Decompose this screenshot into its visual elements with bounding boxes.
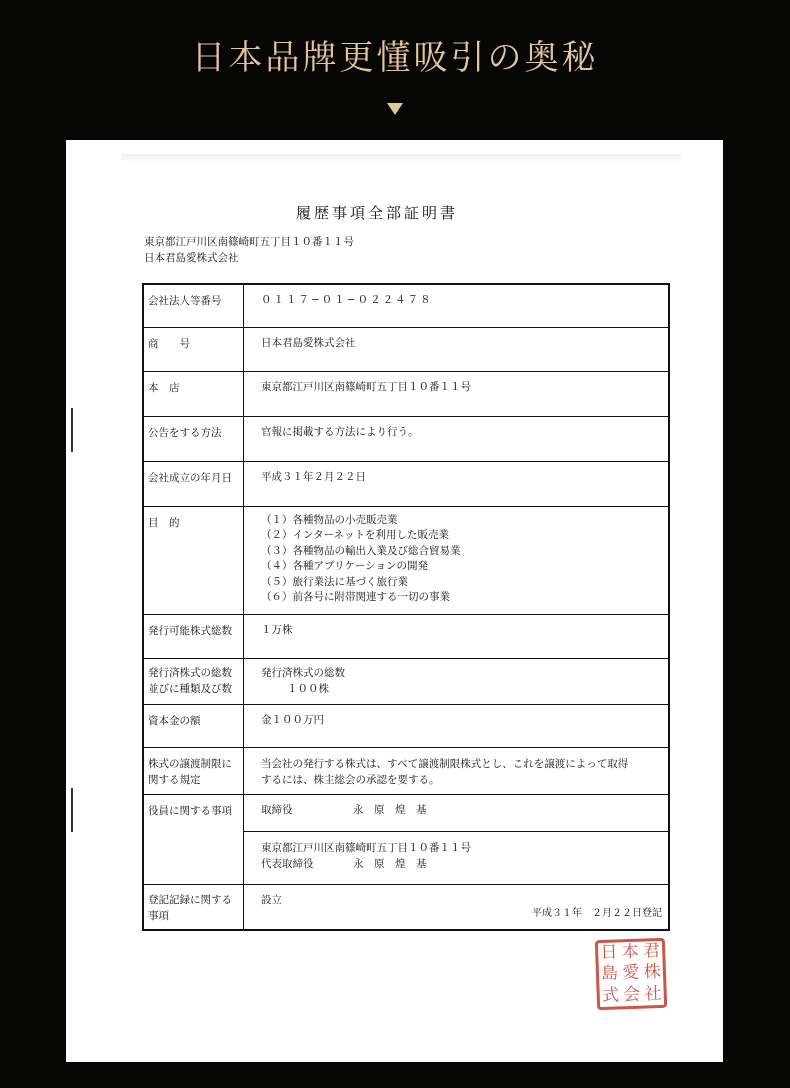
rep-name: 永 原 煌 基 <box>353 857 427 870</box>
table-row <box>143 614 669 658</box>
row-label: 株式の譲渡制限に <box>148 757 232 770</box>
row-label: 発行済株式の総数 <box>148 666 232 679</box>
table-row <box>143 794 669 884</box>
row-label: 会社法人等番号 <box>143 284 244 327</box>
seal-character: 愛 <box>622 963 640 984</box>
issued-shares-value: １００株 <box>287 682 329 695</box>
company-seal-stamp <box>595 938 667 1010</box>
header-company: 日本君島愛株式会社 <box>144 252 239 264</box>
row-label: 資本金の額 <box>143 704 244 747</box>
table-row <box>143 284 669 327</box>
trade-name-value: 日本君島愛株式会社 <box>261 336 356 349</box>
issued-shares-heading: 発行済株式の総数 <box>261 666 345 679</box>
authorized-shares-value: １万株 <box>261 623 293 636</box>
rep-role: 代表取締役 <box>261 857 314 870</box>
table-row <box>143 371 669 416</box>
row-label: 役員に関する事項 <box>143 794 244 884</box>
director-name: 永 原 煌 基 <box>353 803 427 816</box>
seal-character: 日 <box>600 942 618 964</box>
director-role: 取締役 <box>261 803 293 816</box>
banner-title: 日本品牌更懂吸引の奥秘 <box>191 38 599 78</box>
document-title: 履歴事項全部証明書 <box>296 204 459 222</box>
row-label: 並びに種類及び数 <box>148 682 232 695</box>
establishment-value: 平成３１年２月２２日 <box>261 470 366 483</box>
list-item: （６）前各号に附帯関連する一切の事業 <box>261 591 450 603</box>
row-label: 公告をする方法 <box>143 416 244 461</box>
list-item: （１）各種物品の小売販売業 <box>261 513 398 526</box>
seal-character: 式 <box>601 985 620 1006</box>
table-row <box>143 884 669 930</box>
binder-mark <box>71 408 73 452</box>
list-item: （２）インターネットを利用した販売業 <box>261 529 450 541</box>
purpose-list <box>244 507 668 606</box>
table-row <box>143 658 669 704</box>
list-item: （４）各種アプリケーションの開発 <box>261 560 428 572</box>
certificate-document <box>66 140 723 1062</box>
table-row <box>143 461 669 506</box>
table-row <box>143 416 669 461</box>
seal-character: 本 <box>621 941 640 963</box>
row-label: 商 号 <box>143 327 244 371</box>
seal-character: 君 <box>642 941 661 962</box>
row-label: 登記記録に関する <box>148 893 232 906</box>
row-label: 関する規定 <box>148 773 201 786</box>
registration-value: 設立 <box>261 893 282 906</box>
down-arrow-icon <box>387 103 403 115</box>
table-row <box>143 747 669 794</box>
table-row <box>143 506 669 614</box>
transfer-restriction-line: 当会社の発行する株式は、すべて譲渡制限株式とし、これを譲渡によって取得 <box>261 757 629 770</box>
row-label: 目 的 <box>143 506 244 614</box>
row-label: 発行可能株式総数 <box>143 614 244 658</box>
seal-character: 社 <box>644 983 662 1005</box>
row-label: 会社成立の年月日 <box>143 461 244 506</box>
binder-mark <box>71 788 73 832</box>
registration-date: 平成３１年 ２月２２日登記 <box>532 908 662 919</box>
header-address: 東京都江戸川区南篠崎町五丁目１０番１１号 <box>144 236 354 248</box>
certificate-table <box>142 283 670 931</box>
row-label: 本 店 <box>143 371 244 416</box>
seal-character: 島 <box>600 963 619 985</box>
transfer-restriction-line: するには、株主総会の承認を要する。 <box>261 773 440 786</box>
capital-value: 金１００万円 <box>261 713 324 726</box>
seal-character: 株 <box>643 962 662 984</box>
table-row <box>143 327 669 371</box>
public-notice-value: 官報に掲載する方法により行う。 <box>261 425 419 438</box>
row-label: 事項 <box>148 909 169 922</box>
scan-shadow <box>121 154 681 162</box>
list-item: （５）旅行業法に基づく旅行業 <box>261 575 408 588</box>
seal-character: 会 <box>622 984 641 1006</box>
table-row <box>143 704 669 747</box>
list-item: （３）各種物品の輸出入業及び総合貿易業 <box>261 544 461 557</box>
head-office-value: 東京都江戸川区南篠崎町五丁目１０番１１号 <box>261 380 471 393</box>
corp-number-value: ０１１７−０１−０２２４７８ <box>261 294 433 306</box>
rep-address: 東京都江戸川区南篠崎町五丁目１０番１１号 <box>261 841 471 854</box>
